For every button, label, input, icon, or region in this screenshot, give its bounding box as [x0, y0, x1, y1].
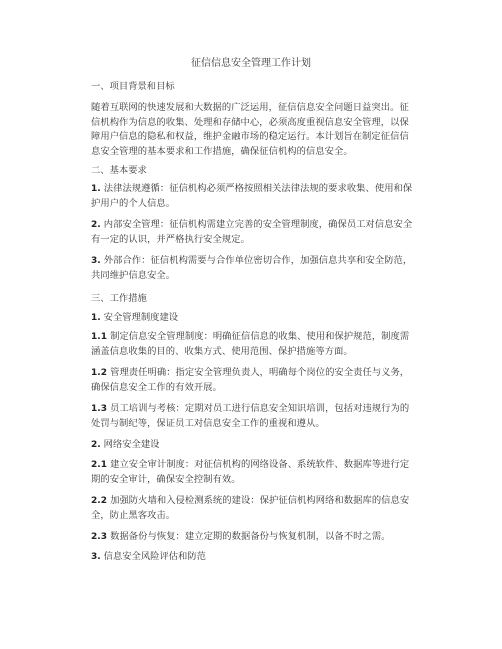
subsection-title: 网络安全建设 — [103, 439, 160, 450]
subsection-title: 安全管理制度建设 — [103, 312, 179, 323]
list-item — [91, 458, 413, 487]
item-number: 2.2 — [91, 496, 108, 506]
item-text: 内部安全管理：征信机构需建立完善的安全管理制度，确保员工对信息安全有一定的认识，并严格执行安全规定。 — [91, 219, 413, 245]
item-number: 2.3 — [91, 532, 108, 542]
subsection-title: 信息安全风险评估和防范 — [103, 551, 206, 562]
subsection-heading — [91, 311, 413, 325]
item-number: 3. — [91, 256, 101, 266]
list-item — [91, 366, 413, 395]
item-text: 加强防火墙和入侵检测系统的建设：保护征信机构网络和数据库的信息安全，防止黑客攻击。 — [91, 495, 410, 521]
item-number: 1. — [91, 184, 101, 194]
item-number: 1.2 — [91, 368, 108, 378]
subsection-number: 3. — [91, 552, 101, 562]
list-item — [91, 218, 413, 247]
list-item — [91, 402, 413, 431]
section-paragraph-background: 随着互联网的快速发展和大数据的广泛运用，征信信息安全问题日益突出。征信机构作为信息的收集、处理和存储中心，必须高度重视信息安全管理，以保障用户信息的隐私和权益，维护金融市场的稳定运行。本计划旨在制定征信信息安全管理的基本要求和工作措施，确保征信机构的信息安全。 — [91, 102, 409, 157]
item-text: 员工培训与考核：定期对员工进行信息安全知识培训，包括对违规行为的处罚与制纪等，保证员工对信息安全工作的重视和遵从。 — [91, 403, 410, 429]
list-item — [91, 182, 413, 211]
section-heading-requirements: 二、基本要求 — [91, 165, 147, 176]
list-item — [91, 330, 413, 359]
list-item — [91, 530, 413, 545]
item-text: 数据备份与恢复：建立定期的数据备份与恢复机制，以备不时之需。 — [110, 531, 391, 542]
section-heading-background: 一、项目背景和目标 — [91, 81, 175, 92]
item-number: 1.1 — [91, 332, 108, 342]
subsection-heading — [91, 550, 413, 564]
list-item — [91, 254, 413, 283]
item-text: 外部合作：征信机构需要与合作单位密切合作，加强信息共享和安全防范，共同维护信息安全。 — [91, 255, 413, 281]
document-title: 征信信息安全管理工作计划 — [191, 58, 311, 69]
item-number: 2.1 — [91, 460, 108, 470]
item-text: 法律法规遵循：征信机构必须严格按照相关法律法规的要求收集、使用和保护用户的个人信息。 — [91, 183, 413, 209]
item-text: 建立安全审计制度：对征信机构的网络设备、系统软件、数据库等进行定期的安全审计，确保安全控制有效。 — [91, 459, 410, 485]
section-heading-measures: 三、工作措施 — [91, 293, 147, 304]
item-text: 管理责任明确：指定安全管理负责人，明确每个岗位的安全责任与义务，确保信息安全工作的有效开展。 — [91, 367, 410, 393]
list-item — [91, 494, 413, 523]
subsection-number: 2. — [91, 440, 101, 450]
item-text: 制定信息安全管理制度：明确征信信息的收集、使用和保护规范，制度需涵盖信息收集的目的、收集方式、使用范围、保护措施等方面。 — [91, 331, 410, 357]
item-number: 2. — [91, 220, 101, 230]
subsection-heading — [91, 438, 413, 452]
item-number: 1.3 — [91, 404, 108, 414]
subsection-number: 1. — [91, 313, 101, 323]
